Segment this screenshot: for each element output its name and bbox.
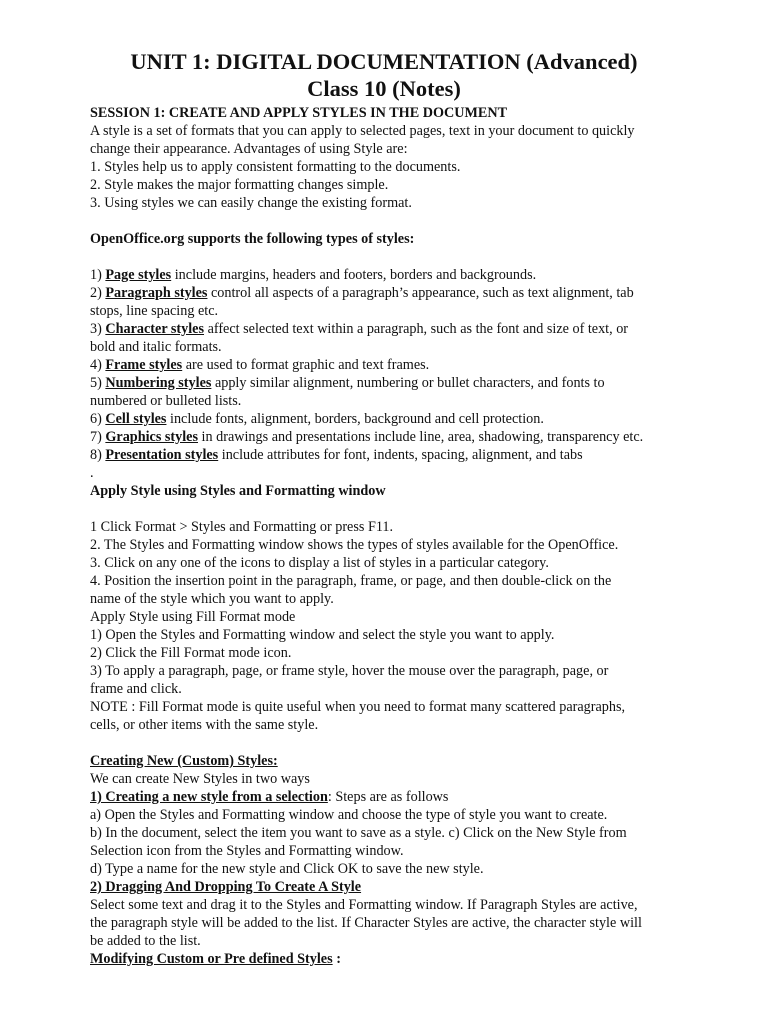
style-desc-cont: stops, line spacing etc.	[90, 303, 219, 319]
style-name: Page styles	[105, 267, 172, 283]
apply-step-cont: name of the style which you want to apply.	[90, 591, 334, 607]
style-type-item	[90, 320, 678, 338]
method1-heading: 1) Creating a new style from a selection	[90, 789, 328, 805]
advantage-item: 3. Using styles we can easily change the existing format.	[90, 195, 412, 211]
style-num: 3)	[90, 321, 106, 337]
apply-step: 1 Click Format > Styles and Formatting or press F11.	[90, 519, 394, 535]
style-desc: include margins, headers and footers, borders and backgrounds.	[171, 267, 537, 283]
style-name: Presentation styles	[105, 447, 219, 463]
modify-colon: :	[332, 951, 341, 967]
modify-heading: Modifying Custom or Pre defined Styles	[90, 951, 333, 967]
method2-heading: 2) Dragging And Dropping To Create A Style	[90, 879, 362, 895]
style-type-item	[90, 284, 678, 302]
fill-step: 1) Open the Styles and Formatting window and select the style you want to apply.	[90, 627, 555, 643]
style-desc: are used to format graphic and text frames.	[182, 357, 430, 373]
advantage-item: 2. Style makes the major formatting changes simple.	[90, 177, 389, 193]
page-subtitle: Class 10 (Notes)	[307, 76, 461, 101]
note-text: NOTE : Fill Format mode is quite useful when you need to format many scattered paragraphs,	[90, 699, 626, 715]
method1-line	[90, 788, 678, 806]
style-name: Cell styles	[105, 411, 167, 427]
fill-step: 3) To apply a paragraph, page, or frame style, hover the mouse over the paragraph, page, or	[90, 663, 609, 679]
method1-step: a) Open the Styles and Formatting window and choose the type of style you want to create.	[90, 807, 608, 823]
style-num: 2)	[90, 285, 106, 301]
style-desc: in drawings and presentations include line, area, shadowing, transparency etc.	[198, 429, 644, 445]
style-name: Paragraph styles	[105, 285, 208, 301]
apply-step: 2. The Styles and Formatting window shows the types of styles available for the OpenOffice.	[90, 537, 619, 553]
advantage-item: 1. Styles help us to apply consistent formatting to the documents.	[90, 159, 461, 175]
style-type-item	[90, 428, 678, 446]
style-desc-cont: bold and italic formats.	[90, 339, 222, 355]
method2-text: be added to the list.	[90, 933, 201, 949]
style-desc: apply similar alignment, numbering or bullet characters, and fonts to	[211, 375, 605, 391]
method1-step-cont: Selection icon from the Styles and Formatting window.	[90, 843, 404, 859]
style-name: Character styles	[105, 321, 205, 337]
style-desc: include fonts, alignment, borders, background and cell protection.	[166, 411, 544, 427]
style-num: 1)	[90, 267, 106, 283]
style-desc-cont: numbered or bulleted lists.	[90, 393, 242, 409]
intro-line: A style is a set of formats that you can apply to selected pages, text in your document to quickly	[90, 123, 635, 139]
style-desc: affect selected text within a paragraph, such as the font and size of text, or	[204, 321, 629, 337]
apply-heading: Apply Style using Styles and Formatting window	[90, 483, 386, 499]
page-title: UNIT 1: DIGITAL DOCUMENTATION (Advanced)	[130, 49, 638, 74]
style-name: Graphics styles	[105, 429, 198, 445]
apply-step: 3. Click on any one of the icons to display a list of styles in a particular category.	[90, 555, 549, 571]
style-desc: control all aspects of a paragraph’s appearance, such as text alignment, tab	[207, 285, 634, 301]
style-type-list	[90, 266, 678, 464]
types-heading: OpenOffice.org supports the following types of styles:	[90, 231, 415, 247]
stray-dot: .	[90, 465, 94, 481]
style-type-item	[90, 446, 678, 464]
style-name: Numbering styles	[105, 375, 212, 391]
custom-styles-intro: We can create New Styles in two ways	[90, 771, 310, 787]
method2-text: the paragraph style will be added to the list. If Character Styles are active, the character style will	[90, 915, 642, 931]
style-num: 6)	[90, 411, 106, 427]
style-type-item	[90, 266, 678, 284]
session-heading: SESSION 1: CREATE AND APPLY STYLES IN THE DOCUMENT	[90, 105, 508, 121]
style-num: 7)	[90, 429, 106, 445]
style-type-item	[90, 410, 678, 428]
fill-step-cont: frame and click.	[90, 681, 182, 697]
style-num: 8)	[90, 447, 106, 463]
style-type-item	[90, 356, 678, 374]
style-name: Frame styles	[105, 357, 183, 373]
modify-line	[90, 950, 678, 968]
method1-rest: : Steps are as follows	[327, 789, 449, 805]
style-type-item	[90, 374, 678, 392]
apply-step: 4. Position the insertion point in the paragraph, frame, or page, and then double-click on the	[90, 573, 612, 589]
style-desc: include attributes for font, indents, spacing, alignment, and tabs	[218, 447, 583, 463]
style-num: 5)	[90, 375, 106, 391]
method1-step: b) In the document, select the item you want to save as a style. c) Click on the New Style from	[90, 825, 627, 841]
style-num: 4)	[90, 357, 106, 373]
method1-step: d) Type a name for the new style and Click OK to save the new style.	[90, 861, 484, 877]
fill-heading: Apply Style using Fill Format mode	[90, 609, 296, 625]
method2-text: Select some text and drag it to the Styles and Formatting window. If Paragraph Styles are active,	[90, 897, 638, 913]
fill-step: 2) Click the Fill Format mode icon.	[90, 645, 292, 661]
note-text-cont: cells, or other items with the same style.	[90, 717, 319, 733]
intro-line: change their appearance. Advantages of using Style are:	[90, 141, 408, 157]
custom-styles-heading: Creating New (Custom) Styles:	[90, 753, 278, 769]
